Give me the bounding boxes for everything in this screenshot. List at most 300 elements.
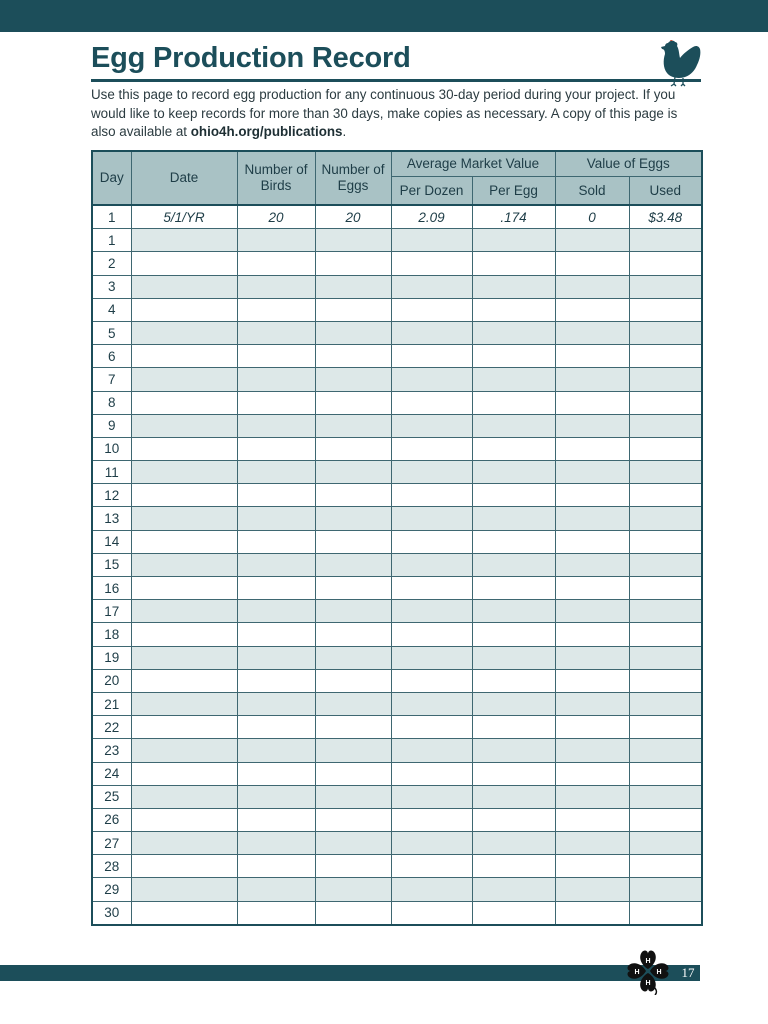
table-row — [92, 577, 702, 600]
date-cell[interactable] — [131, 229, 237, 252]
sold-cell[interactable] — [555, 878, 629, 901]
sold-cell[interactable] — [555, 391, 629, 414]
table-row — [92, 739, 702, 762]
number-of-birds-cell[interactable] — [237, 646, 315, 669]
per-dozen-cell[interactable] — [391, 669, 472, 692]
date-cell[interactable] — [131, 855, 237, 878]
table-row — [92, 808, 702, 831]
per-dozen-cell[interactable] — [391, 623, 472, 646]
date-cell[interactable] — [131, 577, 237, 600]
header-per-dozen: Per Dozen — [391, 177, 472, 206]
date-cell[interactable] — [131, 553, 237, 576]
day-number: 27 — [92, 832, 131, 855]
number-of-eggs-cell[interactable] — [315, 692, 391, 715]
per-egg-cell[interactable] — [472, 577, 555, 600]
number-of-eggs-cell[interactable] — [315, 391, 391, 414]
sold-cell[interactable] — [555, 669, 629, 692]
sold-cell[interactable] — [555, 577, 629, 600]
per-dozen-cell[interactable] — [391, 252, 472, 275]
day-number: 18 — [92, 623, 131, 646]
per-dozen-cell[interactable] — [391, 901, 472, 925]
per-egg-cell[interactable] — [472, 345, 555, 368]
per-egg-cell[interactable] — [472, 716, 555, 739]
used-cell[interactable] — [629, 484, 702, 507]
table-row — [92, 553, 702, 576]
day-number: 26 — [92, 808, 131, 831]
table-row — [92, 646, 702, 669]
per-egg-cell[interactable] — [472, 878, 555, 901]
date-cell[interactable] — [131, 901, 237, 925]
per-dozen-cell[interactable] — [391, 716, 472, 739]
table-row — [92, 321, 702, 344]
day-number: 1 — [92, 229, 131, 252]
number-of-eggs-cell[interactable] — [315, 739, 391, 762]
number-of-birds-cell[interactable] — [237, 368, 315, 391]
number-of-birds-cell[interactable] — [237, 855, 315, 878]
per-egg-cell[interactable] — [472, 623, 555, 646]
sold-cell[interactable] — [555, 716, 629, 739]
day-number: 6 — [92, 345, 131, 368]
per-dozen-cell[interactable] — [391, 437, 472, 460]
per-dozen-cell[interactable] — [391, 739, 472, 762]
header-used: Used — [629, 177, 702, 206]
number-of-eggs-cell[interactable] — [315, 785, 391, 808]
date-cell[interactable] — [131, 484, 237, 507]
number-of-birds-cell[interactable] — [237, 669, 315, 692]
number-of-eggs-cell[interactable] — [315, 646, 391, 669]
number-of-birds-cell[interactable] — [237, 600, 315, 623]
number-of-eggs-cell[interactable] — [315, 507, 391, 530]
number-of-eggs-cell[interactable] — [315, 298, 391, 321]
date-cell[interactable] — [131, 391, 237, 414]
number-of-birds-cell[interactable] — [237, 391, 315, 414]
day-number: 10 — [92, 437, 131, 460]
date-cell[interactable] — [131, 530, 237, 553]
per-dozen-cell[interactable] — [391, 646, 472, 669]
used-cell[interactable] — [629, 391, 702, 414]
sold-cell[interactable] — [555, 623, 629, 646]
number-of-birds-cell[interactable] — [237, 878, 315, 901]
example-sold: 0 — [555, 205, 629, 229]
number-of-eggs-cell[interactable] — [315, 484, 391, 507]
per-egg-cell[interactable] — [472, 785, 555, 808]
per-dozen-cell[interactable] — [391, 229, 472, 252]
per-dozen-cell[interactable] — [391, 507, 472, 530]
date-cell[interactable] — [131, 646, 237, 669]
top-band — [0, 0, 768, 32]
per-dozen-cell[interactable] — [391, 808, 472, 831]
number-of-eggs-cell[interactable] — [315, 878, 391, 901]
number-of-birds-cell[interactable] — [237, 762, 315, 785]
used-cell[interactable] — [629, 646, 702, 669]
example-row — [92, 205, 702, 229]
day-number: 22 — [92, 716, 131, 739]
number-of-eggs-cell[interactable] — [315, 577, 391, 600]
per-egg-cell[interactable] — [472, 692, 555, 715]
day-number: 28 — [92, 855, 131, 878]
sold-cell[interactable] — [555, 808, 629, 831]
number-of-birds-cell[interactable] — [237, 252, 315, 275]
table-row — [92, 507, 702, 530]
table-row — [92, 878, 702, 901]
number-of-eggs-cell[interactable] — [315, 345, 391, 368]
table-row — [92, 855, 702, 878]
number-of-birds-cell[interactable] — [237, 461, 315, 484]
day-number: 3 — [92, 275, 131, 298]
per-egg-cell[interactable] — [472, 368, 555, 391]
table-row — [92, 692, 702, 715]
sold-cell[interactable] — [555, 321, 629, 344]
date-cell[interactable] — [131, 878, 237, 901]
used-cell[interactable] — [629, 345, 702, 368]
table-row — [92, 669, 702, 692]
date-cell[interactable] — [131, 600, 237, 623]
number-of-birds-cell[interactable] — [237, 739, 315, 762]
day-number: 8 — [92, 391, 131, 414]
day-number: 14 — [92, 530, 131, 553]
per-egg-cell[interactable] — [472, 646, 555, 669]
number-of-birds-cell[interactable] — [237, 832, 315, 855]
date-cell[interactable] — [131, 298, 237, 321]
sold-cell[interactable] — [555, 229, 629, 252]
day-number: 7 — [92, 368, 131, 391]
sold-cell[interactable] — [555, 762, 629, 785]
day-number: 25 — [92, 785, 131, 808]
sold-cell[interactable] — [555, 484, 629, 507]
used-cell[interactable] — [629, 901, 702, 925]
used-cell[interactable] — [629, 530, 702, 553]
header-day: Day — [92, 151, 131, 205]
table-row — [92, 391, 702, 414]
table-row — [92, 716, 702, 739]
used-cell[interactable] — [629, 716, 702, 739]
sold-cell[interactable] — [555, 553, 629, 576]
per-egg-cell[interactable] — [472, 808, 555, 831]
intro-end: . — [342, 124, 347, 139]
day-number: 23 — [92, 739, 131, 762]
number-of-birds-cell[interactable] — [237, 345, 315, 368]
date-cell[interactable] — [131, 368, 237, 391]
number-of-eggs-cell[interactable] — [315, 901, 391, 925]
day-number: 9 — [92, 414, 131, 437]
day-number: 5 — [92, 321, 131, 344]
number-of-eggs-cell[interactable] — [315, 669, 391, 692]
per-dozen-cell[interactable] — [391, 414, 472, 437]
per-egg-cell[interactable] — [472, 275, 555, 298]
four-h-clover-logo — [624, 947, 672, 995]
table-row — [92, 600, 702, 623]
used-cell[interactable] — [629, 229, 702, 252]
date-cell[interactable] — [131, 739, 237, 762]
used-cell[interactable] — [629, 785, 702, 808]
sold-cell[interactable] — [555, 298, 629, 321]
sold-cell[interactable] — [555, 345, 629, 368]
day-number: 11 — [92, 461, 131, 484]
table-row — [92, 252, 702, 275]
sold-cell[interactable] — [555, 600, 629, 623]
sold-cell[interactable] — [555, 530, 629, 553]
table-row — [92, 345, 702, 368]
sold-cell[interactable] — [555, 461, 629, 484]
example-used: $3.48 — [629, 205, 702, 229]
number-of-birds-cell[interactable] — [237, 437, 315, 460]
number-of-birds-cell[interactable] — [237, 716, 315, 739]
date-cell[interactable] — [131, 762, 237, 785]
used-cell[interactable] — [629, 832, 702, 855]
example-per-dozen: 2.09 — [391, 205, 472, 229]
per-dozen-cell[interactable] — [391, 368, 472, 391]
number-of-eggs-cell[interactable] — [315, 414, 391, 437]
table-row — [92, 461, 702, 484]
used-cell[interactable] — [629, 414, 702, 437]
per-egg-cell[interactable] — [472, 901, 555, 925]
date-cell[interactable] — [131, 414, 237, 437]
date-cell[interactable] — [131, 252, 237, 275]
used-cell[interactable] — [629, 878, 702, 901]
header-per-egg: Per Egg — [472, 177, 555, 206]
number-of-eggs-cell[interactable] — [315, 229, 391, 252]
number-of-birds-cell[interactable] — [237, 553, 315, 576]
date-cell[interactable] — [131, 461, 237, 484]
number-of-birds-cell[interactable] — [237, 692, 315, 715]
day-number: 29 — [92, 878, 131, 901]
number-of-eggs-cell[interactable] — [315, 623, 391, 646]
per-dozen-cell[interactable] — [391, 785, 472, 808]
hen-icon — [656, 40, 704, 90]
table-row — [92, 623, 702, 646]
day-number: 20 — [92, 669, 131, 692]
date-cell[interactable] — [131, 785, 237, 808]
per-egg-cell[interactable] — [472, 600, 555, 623]
table-row — [92, 368, 702, 391]
sold-cell[interactable] — [555, 785, 629, 808]
example-birds: 20 — [237, 205, 315, 229]
used-cell[interactable] — [629, 437, 702, 460]
table-row — [92, 530, 702, 553]
sold-cell[interactable] — [555, 855, 629, 878]
number-of-eggs-cell[interactable] — [315, 368, 391, 391]
header-value-of-eggs: Value of Eggs — [555, 151, 702, 177]
date-cell[interactable] — [131, 345, 237, 368]
per-dozen-cell[interactable] — [391, 461, 472, 484]
number-of-birds-cell[interactable] — [237, 530, 315, 553]
table-row — [92, 229, 702, 252]
per-dozen-cell[interactable] — [391, 275, 472, 298]
bottom-band — [0, 965, 700, 981]
number-of-birds-cell[interactable] — [237, 577, 315, 600]
per-dozen-cell[interactable] — [391, 855, 472, 878]
number-of-birds-cell[interactable] — [237, 623, 315, 646]
used-cell[interactable] — [629, 808, 702, 831]
used-cell[interactable] — [629, 855, 702, 878]
used-cell[interactable] — [629, 507, 702, 530]
header-number-of-birds: Number of Birds — [237, 151, 315, 205]
sold-cell[interactable] — [555, 275, 629, 298]
number-of-eggs-cell[interactable] — [315, 321, 391, 344]
example-date: 5/1/YR — [131, 205, 237, 229]
number-of-birds-cell[interactable] — [237, 484, 315, 507]
date-cell[interactable] — [131, 669, 237, 692]
number-of-eggs-cell[interactable] — [315, 553, 391, 576]
used-cell[interactable] — [629, 739, 702, 762]
per-dozen-cell[interactable] — [391, 577, 472, 600]
per-egg-cell[interactable] — [472, 321, 555, 344]
table-row — [92, 484, 702, 507]
header-date: Date — [131, 151, 237, 205]
logo-letter-left: H — [634, 969, 640, 976]
number-of-birds-cell[interactable] — [237, 229, 315, 252]
table-row — [92, 275, 702, 298]
date-cell[interactable] — [131, 692, 237, 715]
egg-production-table — [91, 150, 703, 926]
date-cell[interactable] — [131, 437, 237, 460]
example-eggs: 20 — [315, 205, 391, 229]
date-cell[interactable] — [131, 275, 237, 298]
day-number: 16 — [92, 577, 131, 600]
number-of-eggs-cell[interactable] — [315, 762, 391, 785]
used-cell[interactable] — [629, 600, 702, 623]
sold-cell[interactable] — [555, 414, 629, 437]
intro-text: Use this page to record egg production for any continuous 30-day period during your project. If you would like to keep records for more than 30 days, make copies as necessary. A copy of this page is also available at — [91, 87, 678, 139]
per-dozen-cell[interactable] — [391, 762, 472, 785]
per-dozen-cell[interactable] — [391, 298, 472, 321]
table-row — [92, 901, 702, 925]
day-number: 12 — [92, 484, 131, 507]
number-of-birds-cell[interactable] — [237, 808, 315, 831]
day-number: 21 — [92, 692, 131, 715]
per-dozen-cell[interactable] — [391, 484, 472, 507]
per-dozen-cell[interactable] — [391, 345, 472, 368]
day-number: 24 — [92, 762, 131, 785]
per-egg-cell[interactable] — [472, 391, 555, 414]
per-egg-cell[interactable] — [472, 229, 555, 252]
sold-cell[interactable] — [555, 739, 629, 762]
title-rule — [91, 79, 701, 82]
sold-cell[interactable] — [555, 901, 629, 925]
sold-cell[interactable] — [555, 832, 629, 855]
example-day: 1 — [92, 205, 131, 229]
sold-cell[interactable] — [555, 437, 629, 460]
number-of-birds-cell[interactable] — [237, 298, 315, 321]
number-of-eggs-cell[interactable] — [315, 716, 391, 739]
per-egg-cell[interactable] — [472, 832, 555, 855]
number-of-birds-cell[interactable] — [237, 785, 315, 808]
sold-cell[interactable] — [555, 368, 629, 391]
used-cell[interactable] — [629, 762, 702, 785]
used-cell[interactable] — [629, 321, 702, 344]
date-cell[interactable] — [131, 832, 237, 855]
per-dozen-cell[interactable] — [391, 878, 472, 901]
table-row — [92, 437, 702, 460]
sold-cell[interactable] — [555, 646, 629, 669]
per-egg-cell[interactable] — [472, 553, 555, 576]
used-cell[interactable] — [629, 669, 702, 692]
number-of-birds-cell[interactable] — [237, 275, 315, 298]
table-row — [92, 762, 702, 785]
per-egg-cell[interactable] — [472, 437, 555, 460]
date-cell[interactable] — [131, 507, 237, 530]
sold-cell[interactable] — [555, 252, 629, 275]
used-cell[interactable] — [629, 252, 702, 275]
publications-link[interactable]: ohio4h.org/publications — [190, 124, 343, 139]
number-of-eggs-cell[interactable] — [315, 437, 391, 460]
table-row — [92, 414, 702, 437]
date-cell[interactable] — [131, 321, 237, 344]
per-egg-cell[interactable] — [472, 507, 555, 530]
per-egg-cell[interactable] — [472, 484, 555, 507]
used-cell[interactable] — [629, 553, 702, 576]
per-dozen-cell[interactable] — [391, 832, 472, 855]
page-number: 17 — [681, 965, 695, 980]
number-of-eggs-cell[interactable] — [315, 461, 391, 484]
day-number: 19 — [92, 646, 131, 669]
per-egg-cell[interactable] — [472, 298, 555, 321]
per-dozen-cell[interactable] — [391, 530, 472, 553]
per-dozen-cell[interactable] — [391, 321, 472, 344]
used-cell[interactable] — [629, 368, 702, 391]
day-number: 13 — [92, 507, 131, 530]
per-egg-cell[interactable] — [472, 530, 555, 553]
per-egg-cell[interactable] — [472, 855, 555, 878]
per-egg-cell[interactable] — [472, 252, 555, 275]
page-title: Egg Production Record — [91, 42, 411, 74]
number-of-eggs-cell[interactable] — [315, 832, 391, 855]
per-egg-cell[interactable] — [472, 762, 555, 785]
sold-cell[interactable] — [555, 692, 629, 715]
table-row — [92, 298, 702, 321]
number-of-eggs-cell[interactable] — [315, 275, 391, 298]
per-egg-cell[interactable] — [472, 461, 555, 484]
per-egg-cell[interactable] — [472, 414, 555, 437]
used-cell[interactable] — [629, 577, 702, 600]
logo-letter-bottom: H — [645, 980, 651, 987]
date-cell[interactable] — [131, 808, 237, 831]
day-number: 17 — [92, 600, 131, 623]
number-of-eggs-cell[interactable] — [315, 855, 391, 878]
header-average-market-value: Average Market Value — [391, 151, 555, 177]
used-cell[interactable] — [629, 461, 702, 484]
number-of-eggs-cell[interactable] — [315, 808, 391, 831]
number-of-eggs-cell[interactable] — [315, 252, 391, 275]
example-per-egg: .174 — [472, 205, 555, 229]
per-egg-cell[interactable] — [472, 669, 555, 692]
used-cell[interactable] — [629, 275, 702, 298]
day-number: 2 — [92, 252, 131, 275]
table-row — [92, 785, 702, 808]
used-cell[interactable] — [629, 623, 702, 646]
number-of-birds-cell[interactable] — [237, 901, 315, 925]
per-egg-cell[interactable] — [472, 739, 555, 762]
per-dozen-cell[interactable] — [391, 600, 472, 623]
date-cell[interactable] — [131, 623, 237, 646]
number-of-birds-cell[interactable] — [237, 414, 315, 437]
per-dozen-cell[interactable] — [391, 553, 472, 576]
number-of-eggs-cell[interactable] — [315, 530, 391, 553]
number-of-eggs-cell[interactable] — [315, 600, 391, 623]
number-of-birds-cell[interactable] — [237, 321, 315, 344]
used-cell[interactable] — [629, 298, 702, 321]
per-dozen-cell[interactable] — [391, 692, 472, 715]
table-row — [92, 832, 702, 855]
date-cell[interactable] — [131, 716, 237, 739]
day-number: 15 — [92, 553, 131, 576]
header-sold: Sold — [555, 177, 629, 206]
number-of-birds-cell[interactable] — [237, 507, 315, 530]
sold-cell[interactable] — [555, 507, 629, 530]
per-dozen-cell[interactable] — [391, 391, 472, 414]
used-cell[interactable] — [629, 692, 702, 715]
day-number: 30 — [92, 901, 131, 925]
